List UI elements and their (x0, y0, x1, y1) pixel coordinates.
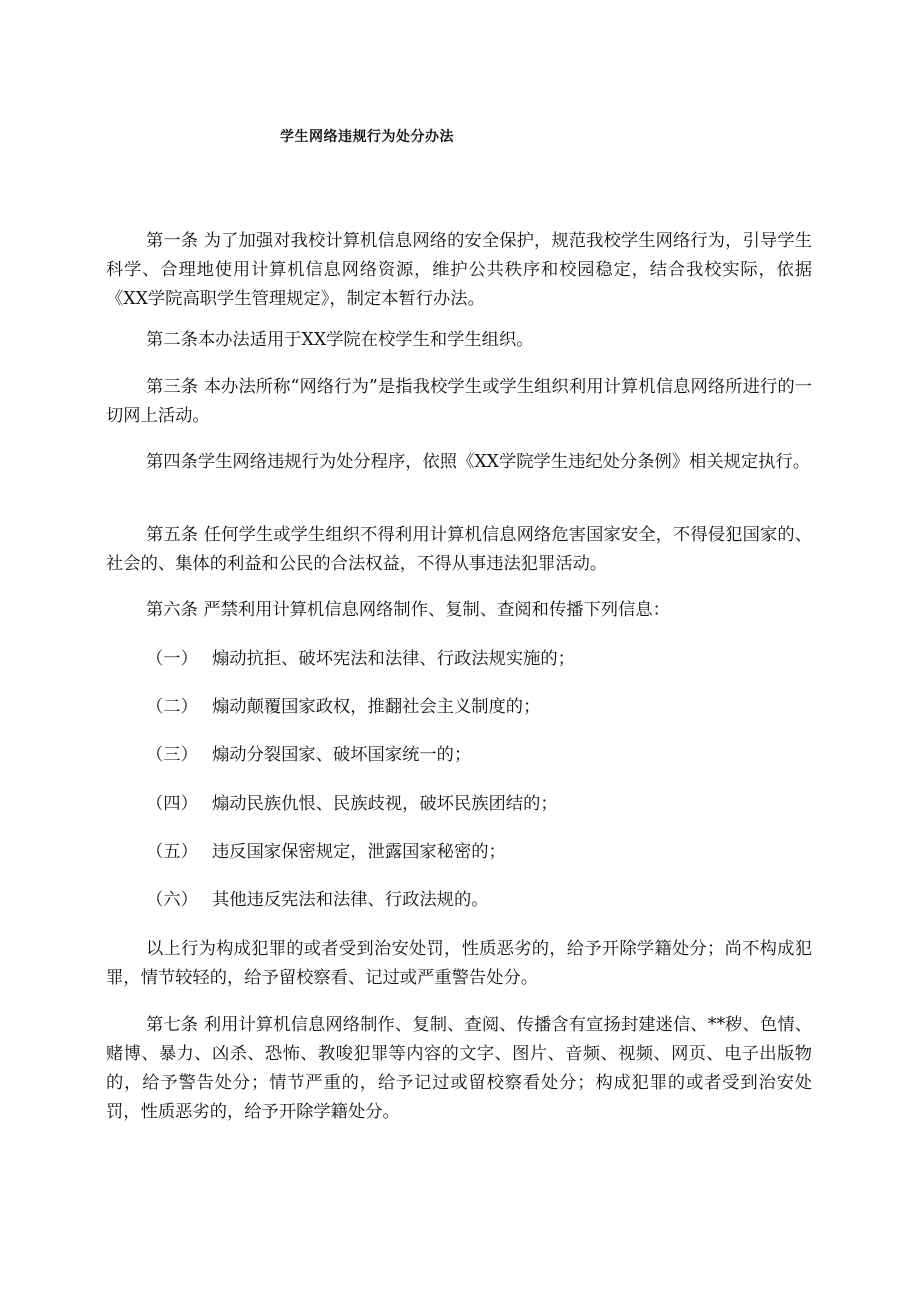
article-3: 第三条 本办法所称“网络行为”是指我校学生或学生组织利用计算机信息网络所进行的一切网上活动。 (106, 377, 812, 426)
list-item-number: （六） (146, 890, 198, 910)
list-item-number: （五） (146, 842, 198, 862)
list-item-text: 煽动民族仇恨、民族歧视，破坏民族团结的； (212, 794, 558, 814)
list-item-number: （四） (146, 794, 198, 814)
list-item-number: （一） (146, 649, 198, 669)
list-item (146, 741, 471, 770)
article-7: 第七条 利用计算机信息网络制作、复制、查阅、传播含有宣扬封建迷信、**秽、色情、赌博、暴力、凶杀、恐怖、教唆犯罪等内容的文字、图片、音频、视频、网页、电子出版物的，给予警告处分；情节严重的，给予记过或留校察看处分；构成犯罪的或者受到治安处罚，性质恶劣的，给予开除学籍处分。 (106, 1015, 812, 1122)
list-item-number: （二） (146, 697, 198, 717)
list-item (146, 645, 575, 674)
list-item (146, 886, 489, 915)
document-title: 学生网络违规行为处分办法 (280, 129, 454, 145)
list-item (146, 693, 540, 722)
article-4: 第四条学生网络违规行为处分程序，依照《XX学院学生违纪处分条例》相关规定执行。 (146, 452, 811, 472)
penalty-paragraph: 以上行为构成犯罪的或者受到治安处罚，性质恶劣的，给予开除学籍处分；尚不构成犯罪，情节较轻的，给予留校察看、记过或严重警告处分。 (106, 939, 812, 988)
article-5: 第五条 任何学生或学生组织不得利用计算机信息网络危害国家安全，不得侵犯国家的、社会的、集体的利益和公民的合法权益，不得从事违法犯罪活动。 (106, 525, 812, 574)
article-2: 第二条本办法适用于XX学院在校学生和学生组织。 (146, 330, 534, 350)
list-item-text: 违反国家保密规定，泄露国家秘密的； (212, 842, 506, 862)
list-item-text: 煽动分裂国家、破坏国家统一的； (212, 745, 472, 765)
article-1: 第一条 为了加强对我校计算机信息网络的安全保护，规范我校学生网络行为，引导学生科学、合理地使用计算机信息网络资源，维护公共秩序和校园稳定，结合我校实际，依据《XX学院高职学生管理规定》，制定本暂行办法。 (106, 231, 812, 309)
list-item-text: 其他违反宪法和法律、行政法规的。 (212, 890, 489, 910)
list-item-text: 煽动颠覆国家政权，推翻社会主义制度的； (212, 697, 541, 717)
list-item (146, 790, 558, 819)
article-6: 第六条 严禁利用计算机信息网络制作、复制、查阅和传播下列信息： (146, 600, 670, 620)
list-item (146, 838, 506, 867)
list-item-text: 煽动抗拒、破坏宪法和法律、行政法规实施的； (212, 649, 575, 669)
list-item-number: （三） (146, 745, 198, 765)
